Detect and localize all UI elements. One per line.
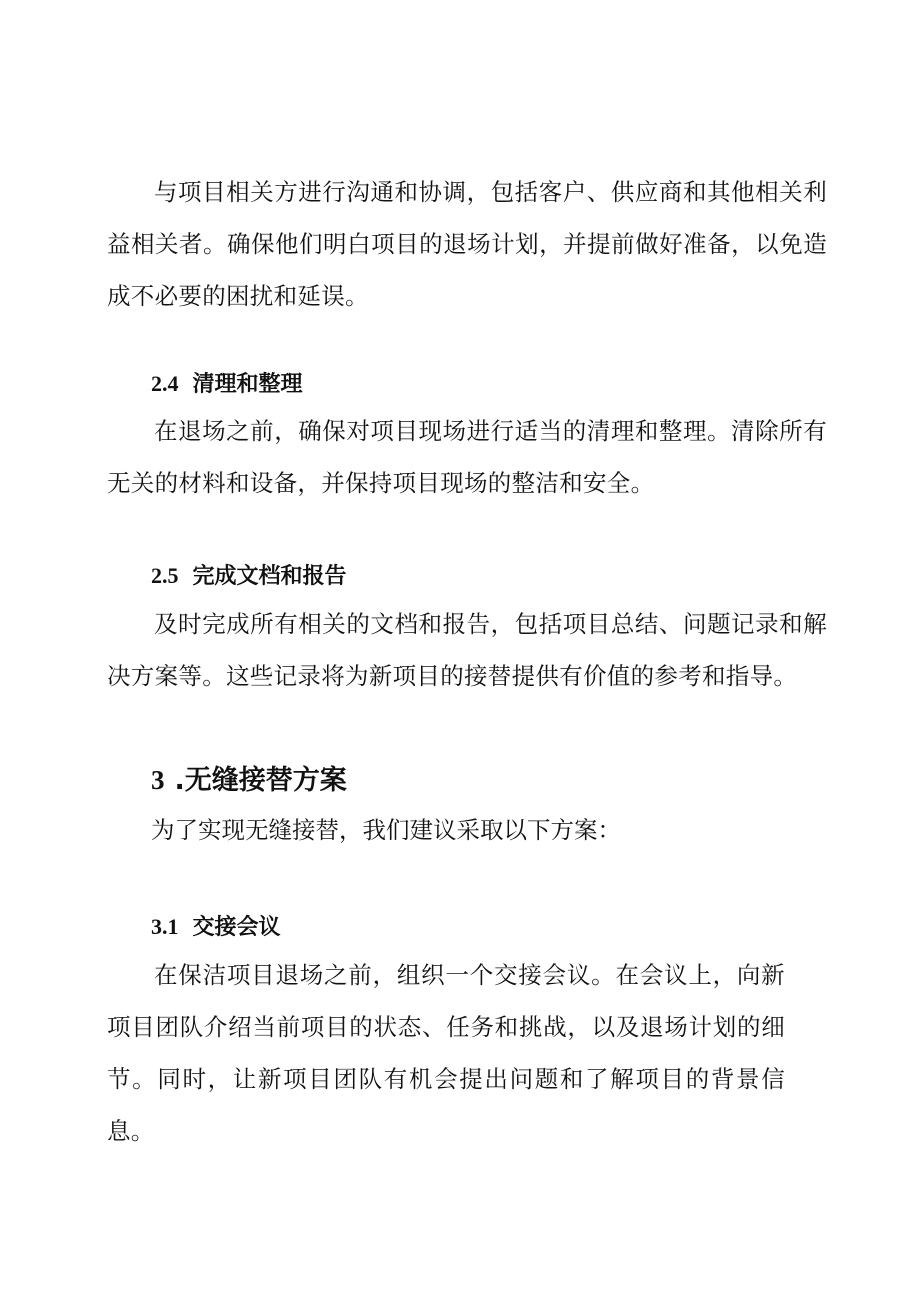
- paragraph-documentation: 及时完成所有相关的文档和报告，包括项目总结、问题记录和解决方案等。这些记录将为新项目的接替提供有价值的参考和指导。: [107, 610, 827, 690]
- section-title: 完成文档和报告: [192, 564, 347, 589]
- section-heading-3: [151, 763, 347, 798]
- paragraph-stakeholder-communication: 与项目相关方进行沟通和协调，包括客户、供应商和其他相关利益相关者。确保他们明白项目的退场计划，并提前做好准备，以免造成不必要的困扰和延误。: [107, 178, 827, 310]
- paragraph-handover-intro: 为了实现无缝接替，我们建议采取以下方案：: [151, 816, 621, 844]
- section-heading-2-5: [151, 561, 347, 592]
- section-title: 清理和整理: [192, 372, 303, 397]
- section-number: 2.5: [151, 563, 179, 588]
- section-number: 3.1: [151, 914, 179, 939]
- section-heading-2-4: [151, 369, 303, 400]
- section-number: 2.4: [151, 371, 179, 396]
- section-heading-3-1: [151, 912, 281, 943]
- paragraph-cleanup: 在退场之前，确保对项目现场进行适当的清理和整理。清除所有无关的材料和设备，并保持项目现场的整洁和安全。: [107, 417, 827, 497]
- paragraph-handover-meeting: 在保洁项目退场之前，组织一个交接会议。在会议上，向新项目团队介绍当前项目的状态、任务和挑战，以及退场计划的细节。同时，让新项目团队有机会提出问题和了解项目的背景信息。: [107, 961, 785, 1145]
- section-title: .无缝接替方案: [174, 765, 347, 796]
- section-number: 3: [151, 765, 165, 795]
- section-title: 交接会议: [192, 915, 281, 940]
